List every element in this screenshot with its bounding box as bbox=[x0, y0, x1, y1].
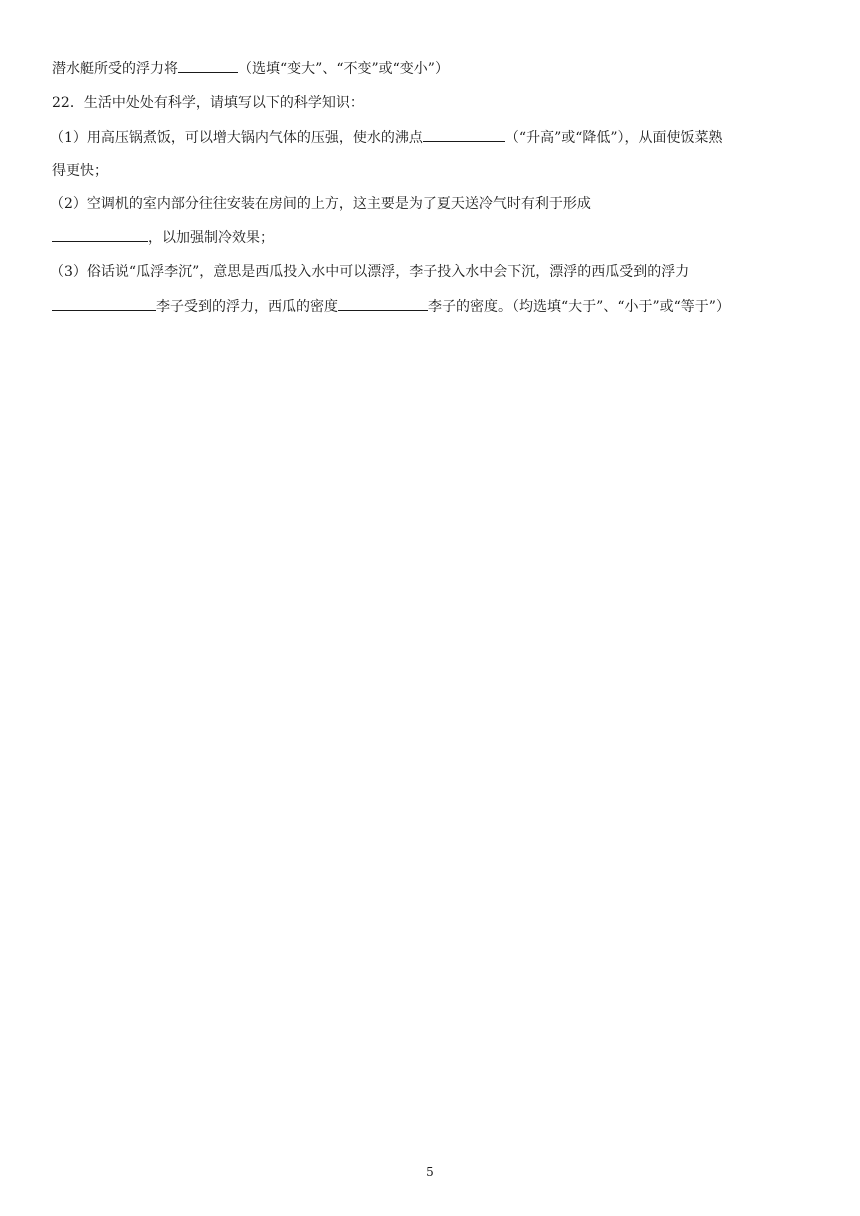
q22-part1-line2 bbox=[52, 161, 108, 181]
q22-part3-text: （3）俗话说“瓜浮李沉”，意思是西瓜投入水中可以漂浮，李子投入水中会下沉，漂浮的西瓜受到的浮力 bbox=[50, 264, 690, 280]
q22-part2-blank[interactable] bbox=[52, 227, 148, 242]
q22-part1-line1 bbox=[50, 127, 723, 147]
q22-part3-after: 李子的密度。（均选填“大于”、“小于”或“等于”） bbox=[428, 299, 730, 315]
q22-part1-blank[interactable] bbox=[423, 127, 505, 142]
q22-part3-middle: 李子受到的浮力，西瓜的密度 bbox=[156, 299, 338, 315]
q22-part3-line1 bbox=[50, 262, 689, 282]
q21-tail-line bbox=[52, 58, 449, 78]
q22-part1-text: （1）用高压锅煮饭，可以增大锅内气体的压强，使水的沸点 bbox=[50, 130, 423, 146]
q22-part2-text: （2）空调机的室内部分往往安装在房间的上方，这主要是为了夏天送冷气时有利于形成 bbox=[50, 196, 591, 212]
q22-part2-line1 bbox=[50, 194, 591, 214]
q21-answer-blank[interactable] bbox=[178, 58, 238, 73]
page-number: 5 bbox=[426, 1165, 434, 1179]
q22-part2-line2 bbox=[52, 227, 274, 247]
q21-tail-text: 潜水艇所受的浮力将 bbox=[52, 61, 178, 77]
q22-part3-blank1[interactable] bbox=[52, 296, 156, 311]
q22-part3-blank2[interactable] bbox=[338, 296, 428, 311]
q22-part1-options: （“升高”或“降低”），从面使饭菜熟 bbox=[504, 130, 723, 146]
q22-part1-continuation: 得更快； bbox=[52, 163, 108, 179]
q22-part3-line2 bbox=[52, 296, 730, 316]
q22-stem-text: 22．生活中处处有科学，请填写以下的科学知识： bbox=[52, 95, 364, 111]
q22-part2-after: ，以加强制冷效果； bbox=[148, 230, 274, 246]
q21-tail-options: （选填“变大”、“不变”或“变小”） bbox=[238, 61, 449, 77]
q22-stem bbox=[52, 93, 364, 113]
